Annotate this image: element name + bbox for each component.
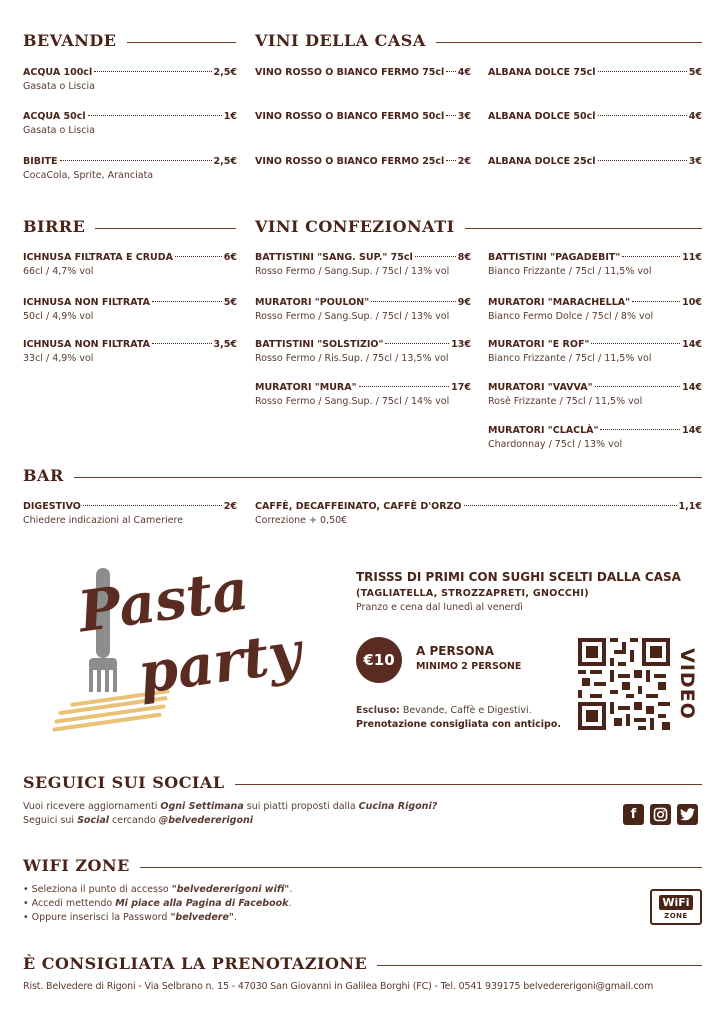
item-name: MURATORI "MURA" bbox=[255, 382, 357, 393]
item-name: BATTISTINI "SANG. SUP." 75cl bbox=[255, 252, 413, 263]
item-name: VINO ROSSO O BIANCO FERMO 50cl bbox=[255, 111, 445, 122]
text-emphasis: Mi piace alla Pagina di Facebook bbox=[115, 898, 289, 909]
item-name: BIBITE bbox=[23, 156, 58, 167]
item-name: VINO ROSSO O BIANCO FERMO 75cl bbox=[255, 67, 445, 78]
item-price: 11€ bbox=[682, 252, 702, 263]
divider bbox=[74, 477, 702, 478]
item-price: 10€ bbox=[682, 297, 702, 308]
pasta-party-logo bbox=[30, 556, 330, 732]
item-price: 5€ bbox=[223, 297, 237, 308]
item-name: BATTISTINI "SOLSTIZIO" bbox=[255, 339, 384, 350]
divider bbox=[436, 42, 702, 43]
section-title: WIFI ZONE bbox=[23, 856, 130, 875]
menu-item bbox=[255, 251, 471, 279]
item-name: ICHNUSA NON FILTRATA bbox=[23, 297, 150, 308]
menu-item bbox=[255, 296, 471, 324]
item-desc: Gasata o Liscia bbox=[23, 81, 95, 92]
text-emphasis: @belvedererigoni bbox=[158, 815, 254, 826]
section-bevande-header bbox=[23, 31, 236, 50]
section-vini-casa-header bbox=[255, 31, 702, 50]
item-name: ACQUA 100cl bbox=[23, 67, 93, 78]
item-desc: Bianco Frizzante / 75cl / 11,5% vol bbox=[488, 266, 652, 277]
menu-item bbox=[23, 251, 237, 279]
item-price: 13€ bbox=[451, 339, 471, 350]
item-desc: Rosso Fermo / Sang.Sup. / 75cl / 13% vol bbox=[255, 311, 450, 322]
item-price: 4€ bbox=[457, 67, 471, 78]
item-desc: 50cl / 4,9% vol bbox=[23, 311, 94, 322]
footer-address: Rist. Belvedere di Rigoni - Via Selbrano n. 15 - 47030 San Giovanni in Galilea Borghi (FC) - Tel. 0541 939175 belvedererigoni@gmail.com bbox=[23, 981, 654, 992]
menu-item bbox=[255, 66, 471, 80]
section-title: BIRRE bbox=[23, 217, 86, 236]
item-price: 6€ bbox=[223, 252, 237, 263]
section-title: VINI DELLA CASA bbox=[255, 31, 426, 50]
menu-item bbox=[488, 381, 702, 409]
divider bbox=[235, 784, 702, 785]
menu-item bbox=[255, 338, 471, 366]
item-desc: Rosso Fermo / Ris.Sup. / 75cl / 13,5% vol bbox=[255, 353, 449, 364]
item-name: ALBANA DOLCE 50cl bbox=[488, 111, 596, 122]
item-price: 2€ bbox=[457, 156, 471, 167]
item-desc: Correzione + 0,50€ bbox=[255, 515, 348, 526]
divider bbox=[127, 42, 237, 43]
item-price: 5€ bbox=[688, 67, 702, 78]
instagram-icon[interactable] bbox=[650, 804, 671, 825]
pasta-party-schedule: Pranzo e cena dal lunedì al venerdì bbox=[356, 602, 523, 613]
text: . bbox=[233, 912, 237, 923]
section-title: BAR bbox=[23, 466, 64, 485]
item-price: 9€ bbox=[457, 297, 471, 308]
logo-word-pasta: Pasta bbox=[74, 556, 253, 646]
item-price: 14€ bbox=[682, 425, 702, 436]
item-name: ACQUA 50cl bbox=[23, 111, 86, 122]
item-name: MURATORI "CLACLÀ" bbox=[488, 425, 599, 436]
menu-item bbox=[255, 155, 471, 169]
item-name: ALBANA DOLCE 25cl bbox=[488, 156, 596, 167]
price-badge: €10 bbox=[356, 637, 402, 683]
wifi-step-2 bbox=[23, 898, 291, 909]
text: cercando bbox=[109, 815, 159, 826]
item-price: 1€ bbox=[223, 111, 237, 122]
section-vini-confezionati-header bbox=[255, 217, 702, 236]
pasta-party-headline: TRISSS DI PRIMI CON SUGHI SCELTI DALLA CASA bbox=[356, 570, 681, 584]
item-price: 17€ bbox=[451, 382, 471, 393]
divider bbox=[95, 228, 236, 229]
item-name: ICHNUSA NON FILTRATA bbox=[23, 339, 150, 350]
item-desc: Rosso Fermo / Sang.Sup. / 75cl / 14% vol bbox=[255, 396, 450, 407]
item-desc: Gasata o Liscia bbox=[23, 125, 95, 136]
logo-word-party: party bbox=[134, 618, 306, 708]
item-name: MURATORI "E ROF" bbox=[488, 339, 590, 350]
text: • Seleziona il punto di accesso bbox=[23, 884, 172, 895]
menu-item bbox=[488, 251, 702, 279]
item-desc: Rosè Frizzante / 75cl / 11,5% vol bbox=[488, 396, 643, 407]
item-desc: Rosso Fermo / Sang.Sup. / 75cl / 13% vol bbox=[255, 266, 450, 277]
excluded-note bbox=[356, 705, 532, 716]
item-desc: 33cl / 4,9% vol bbox=[23, 353, 94, 364]
wifi-badge-top: WiFi bbox=[659, 895, 692, 910]
facebook-icon[interactable]: f bbox=[623, 804, 644, 825]
social-line-1 bbox=[23, 801, 437, 812]
social-icons bbox=[623, 804, 698, 825]
wifi-step-3 bbox=[23, 912, 237, 923]
menu-item bbox=[23, 110, 237, 138]
item-desc: 66cl / 4,7% vol bbox=[23, 266, 94, 277]
section-title: BEVANDE bbox=[23, 31, 117, 50]
item-price: 14€ bbox=[682, 339, 702, 350]
section-title: VINI CONFEZIONATI bbox=[255, 217, 455, 236]
item-price: 8€ bbox=[457, 252, 471, 263]
menu-item bbox=[255, 381, 471, 409]
item-price: 1,1€ bbox=[678, 501, 702, 512]
menu-item bbox=[488, 424, 702, 452]
item-name: ICHNUSA FILTRATA E CRUDA bbox=[23, 252, 173, 263]
menu-item bbox=[255, 500, 702, 528]
excluded-text: Bevande, Caffè e Digestivi. bbox=[402, 705, 532, 716]
section-birre-header bbox=[23, 217, 236, 236]
menu-item bbox=[488, 338, 702, 366]
menu-item bbox=[23, 66, 237, 94]
item-name: ALBANA DOLCE 75cl bbox=[488, 67, 596, 78]
item-price: 14€ bbox=[682, 382, 702, 393]
wifi-badge-bottom: ZONE bbox=[664, 911, 688, 920]
menu-item bbox=[488, 66, 702, 80]
item-desc: Bianco Fermo Dolce / 75cl / 8% vol bbox=[488, 311, 654, 322]
text-emphasis: Ogni Settimana bbox=[160, 801, 244, 812]
qr-code[interactable] bbox=[578, 638, 670, 730]
section-bar-header bbox=[23, 466, 702, 485]
item-price: 2,5€ bbox=[213, 67, 237, 78]
text: • Accedi mettendo bbox=[23, 898, 116, 909]
text: . bbox=[288, 898, 292, 909]
item-name: VINO ROSSO O BIANCO FERMO 25cl bbox=[255, 156, 445, 167]
text-emphasis: "belvedererigoni wifi" bbox=[171, 884, 290, 895]
menu-item bbox=[23, 338, 237, 366]
video-label: VIDEO bbox=[676, 648, 698, 720]
section-wifi-header bbox=[23, 856, 702, 875]
menu-item bbox=[488, 110, 702, 124]
social-line-2 bbox=[23, 815, 253, 826]
item-desc: Chiedere indicazioni al Cameriere bbox=[23, 515, 184, 526]
divider bbox=[140, 867, 702, 868]
item-price: 3,5€ bbox=[213, 339, 237, 350]
per-person-label: A PERSONA bbox=[416, 644, 494, 658]
item-price: 2€ bbox=[223, 501, 237, 512]
item-name: MURATORI "POULON" bbox=[255, 297, 370, 308]
menu-item bbox=[23, 155, 237, 183]
menu-item bbox=[255, 110, 471, 124]
divider bbox=[465, 228, 702, 229]
text: sui piatti proposti dalla bbox=[243, 801, 359, 812]
item-desc: Chardonnay / 75cl / 13% vol bbox=[488, 439, 623, 450]
pasta-party-subline: (TAGLIATELLA, STROZZAPRETI, GNOCCHI) bbox=[356, 588, 589, 599]
divider bbox=[377, 965, 702, 966]
item-name: DIGESTIVO bbox=[23, 501, 81, 512]
menu-item bbox=[23, 500, 237, 528]
item-name: BATTISTINI "PAGADEBIT" bbox=[488, 252, 621, 263]
qr-code-graphic bbox=[578, 638, 670, 730]
menu-item bbox=[488, 296, 702, 324]
text-emphasis: Cucina Rigoni? bbox=[358, 801, 438, 812]
item-price: 3€ bbox=[457, 111, 471, 122]
item-name: CAFFÈ, DECAFFEINATO, CAFFÈ D'ORZO bbox=[255, 501, 462, 512]
text: Vuoi ricevere aggiornamenti bbox=[23, 801, 161, 812]
wifi-step-1 bbox=[23, 884, 292, 895]
section-title: È CONSIGLIATA LA PRENOTAZIONE bbox=[23, 954, 368, 973]
item-desc: Bianco Frizzante / 75cl / 11,5% vol bbox=[488, 353, 652, 364]
video-label-wrap bbox=[674, 636, 700, 732]
text: • Oppure inserisci la Password bbox=[23, 912, 171, 923]
item-price: 3€ bbox=[688, 156, 702, 167]
text: Seguici sui bbox=[23, 815, 78, 826]
excluded-label: Escluso: bbox=[356, 705, 400, 716]
twitter-icon[interactable] bbox=[677, 804, 698, 825]
wifi-zone-icon bbox=[650, 889, 702, 925]
item-price: 4€ bbox=[688, 111, 702, 122]
menu-item bbox=[488, 155, 702, 169]
booking-note: Prenotazione consigliata con anticipo. bbox=[356, 719, 561, 730]
minimum-label: MINIMO 2 PERSONE bbox=[416, 661, 522, 672]
item-price: 2,5€ bbox=[213, 156, 237, 167]
item-name: MURATORI "MARACHELLA" bbox=[488, 297, 631, 308]
section-title: SEGUICI SUI SOCIAL bbox=[23, 773, 225, 792]
item-desc: CocaCola, Sprite, Aranciata bbox=[23, 170, 154, 181]
item-name: MURATORI "VAVVA" bbox=[488, 382, 593, 393]
section-social-header bbox=[23, 773, 702, 792]
text-emphasis: Social bbox=[77, 815, 110, 826]
text-emphasis: "belvedere" bbox=[170, 912, 234, 923]
text: . bbox=[289, 884, 293, 895]
section-prenotazione-header bbox=[23, 954, 702, 973]
menu-item bbox=[23, 296, 237, 324]
